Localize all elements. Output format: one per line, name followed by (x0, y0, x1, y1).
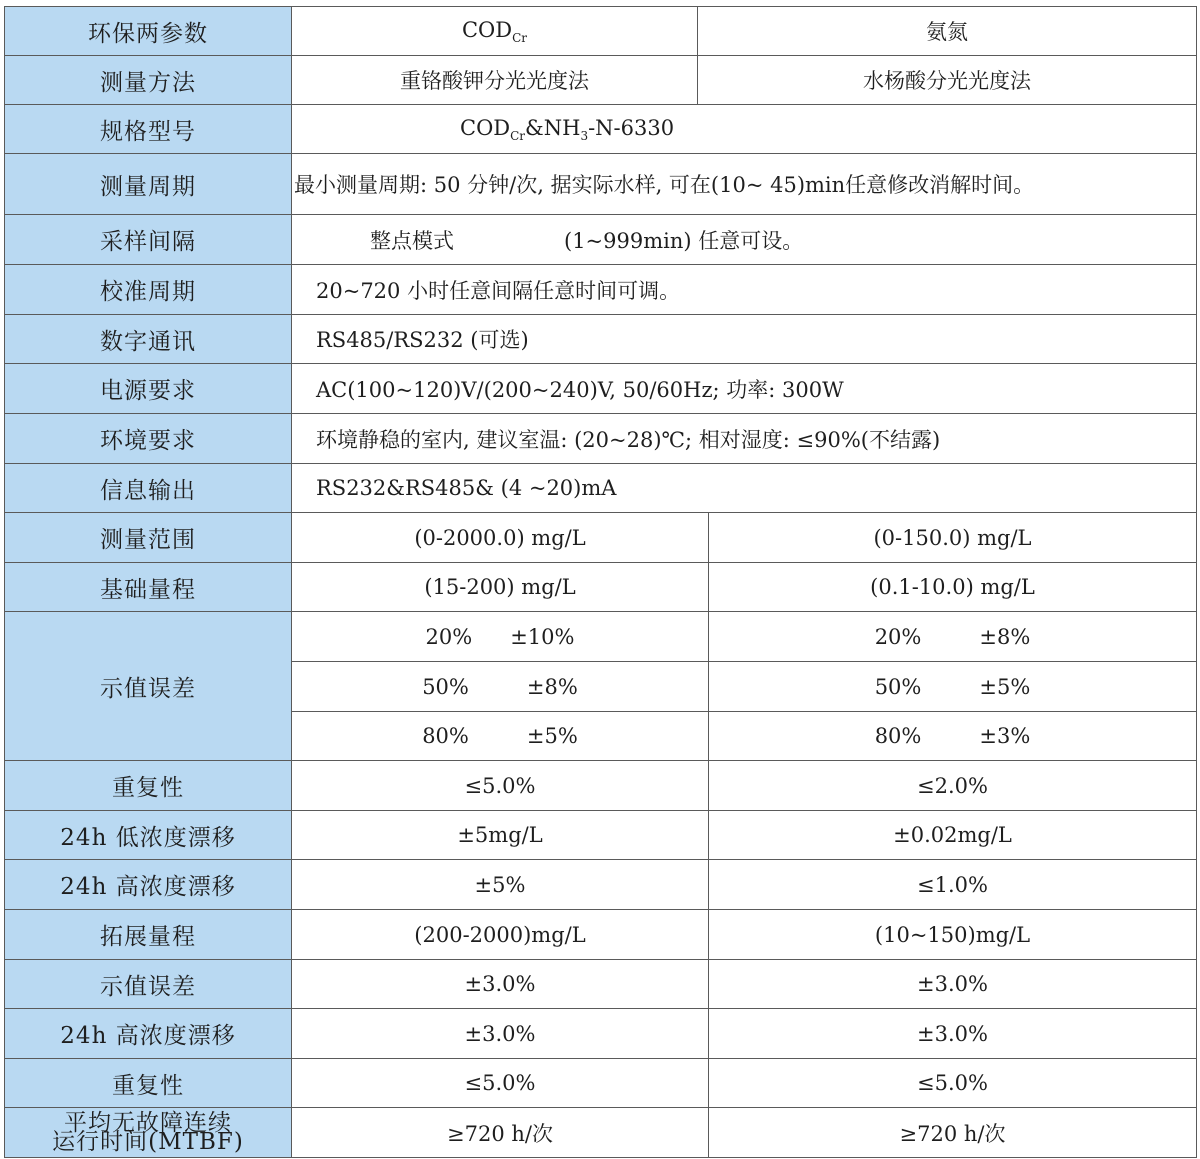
ext-error-cod: ±3.0% (292, 960, 709, 1009)
calibration-label: 校准周期 (5, 265, 292, 315)
row-model (5, 105, 1197, 154)
ext-repeat-ammonia: ≤5.0% (709, 1059, 1197, 1108)
spec-table (4, 6, 1197, 1158)
calibration-value: 20~720 小时任意间隔任意时间可调。 (292, 265, 1197, 315)
mtbf-label (5, 1108, 292, 1158)
ext-range-cod: (200-2000)mg/L (292, 910, 709, 960)
ammonia-header: 氨氮 (698, 7, 1197, 56)
method-label: 测量方法 (5, 56, 292, 105)
env-value: 环境静稳的室内, 建议室温: (20~28)℃; 相对湿度: ≤90%(不结露) (292, 414, 1197, 464)
env-label: 环境要求 (5, 414, 292, 464)
method-ammonia: 水杨酸分光光度法 (698, 56, 1197, 105)
cycle-label: 测量周期 (5, 154, 292, 215)
repeat-ammonia: ≤2.0% (709, 761, 1197, 811)
base-range-cod: (15-200) mg/L (292, 563, 709, 612)
error-label: 示值误差 (5, 612, 292, 761)
comm-label: 数字通讯 (5, 315, 292, 364)
mtbf-label-line1: 平均无故障连续 (64, 1109, 232, 1136)
row-repeat (5, 761, 1197, 811)
power-label: 电源要求 (5, 364, 292, 414)
ext-error-ammonia: ±3.0% (709, 960, 1197, 1009)
cycle-value: 最小测量周期: 50 分钟/次, 据实际水样, 可在(10~ 45)min任意修改消解时间。 (292, 154, 1197, 215)
error-ammonia-2: 50% ±5% (709, 662, 1197, 712)
row-high-drift (5, 860, 1197, 910)
high-drift-ammonia: ≤1.0% (709, 860, 1197, 910)
row-low-drift (5, 811, 1197, 860)
row-method (5, 56, 1197, 105)
low-drift-ammonia: ±0.02mg/L (709, 811, 1197, 860)
ext-high-drift-cod: ±3.0% (292, 1009, 709, 1059)
row-ext-high-drift (5, 1009, 1197, 1059)
high-drift-cod: ±5% (292, 860, 709, 910)
ext-range-ammonia: (10~150)mg/L (709, 910, 1197, 960)
row-mtbf (5, 1108, 1197, 1158)
params-label: 环保两参数 (5, 7, 292, 56)
row-env (5, 414, 1197, 464)
row-range (5, 513, 1197, 563)
row-base-range (5, 563, 1197, 612)
repeat-label: 重复性 (5, 761, 292, 811)
sampling-label: 采样间隔 (5, 215, 292, 265)
mtbf-ammonia: ≥720 h/次 (709, 1108, 1197, 1158)
high-drift-label: 24h 高浓度漂移 (5, 860, 292, 910)
repeat-cod: ≤5.0% (292, 761, 709, 811)
model-label: 规格型号 (5, 105, 292, 154)
ext-range-label: 拓展量程 (5, 910, 292, 960)
range-label: 测量范围 (5, 513, 292, 563)
ext-high-drift-ammonia: ±3.0% (709, 1009, 1197, 1059)
row-comm (5, 315, 1197, 364)
error-ammonia-3: 80% ±3% (709, 712, 1197, 761)
low-drift-label: 24h 低浓度漂移 (5, 811, 292, 860)
ext-repeat-cod: ≤5.0% (292, 1059, 709, 1108)
row-ext-repeat (5, 1059, 1197, 1108)
ext-error-label: 示值误差 (5, 960, 292, 1009)
row-cycle (5, 154, 1197, 215)
row-calibration (5, 265, 1197, 315)
row-error-1 (5, 612, 1197, 662)
row-power (5, 364, 1197, 414)
mtbf-cod: ≥720 h/次 (292, 1108, 709, 1158)
range-cod: (0-2000.0) mg/L (292, 513, 709, 563)
row-output (5, 464, 1197, 513)
range-ammonia: (0-150.0) mg/L (709, 513, 1197, 563)
error-ammonia-1: 20% ±8% (709, 612, 1197, 662)
sampling-value: 整点模式 (1~999min) 任意可设。 (292, 215, 1197, 265)
output-value: RS232&RS485& (4 ~20)mA (292, 464, 1197, 513)
method-cod: 重铬酸钾分光光度法 (292, 56, 698, 105)
row-ext-range (5, 910, 1197, 960)
row-sampling (5, 215, 1197, 265)
cod-cr-header: $COD_{Cr}$ (292, 7, 698, 56)
power-value: AC(100~120)V/(200~240)V, 50/60Hz; 功率: 300W (292, 364, 1197, 414)
comm-value: RS485/RS232 (可选) (292, 315, 1197, 364)
error-cod-3: 80% ±5% (292, 712, 709, 761)
row-ext-error (5, 960, 1197, 1009)
base-range-ammonia: (0.1-10.0) mg/L (709, 563, 1197, 612)
row-params (5, 7, 1197, 56)
error-cod-1: 20% ±10% (292, 612, 709, 662)
ext-repeat-label: 重复性 (5, 1059, 292, 1108)
low-drift-cod: ±5mg/L (292, 811, 709, 860)
base-range-label: 基础量程 (5, 563, 292, 612)
error-cod-2: 50% ±8% (292, 662, 709, 712)
model-value: $COD_{Cr}\&NH_3-N-6330$ (292, 105, 1197, 154)
output-label: 信息输出 (5, 464, 292, 513)
ext-high-drift-label: 24h 高浓度漂移 (5, 1009, 292, 1059)
mtbf-label-line2: 运行时间(MTBF) (52, 1128, 244, 1155)
